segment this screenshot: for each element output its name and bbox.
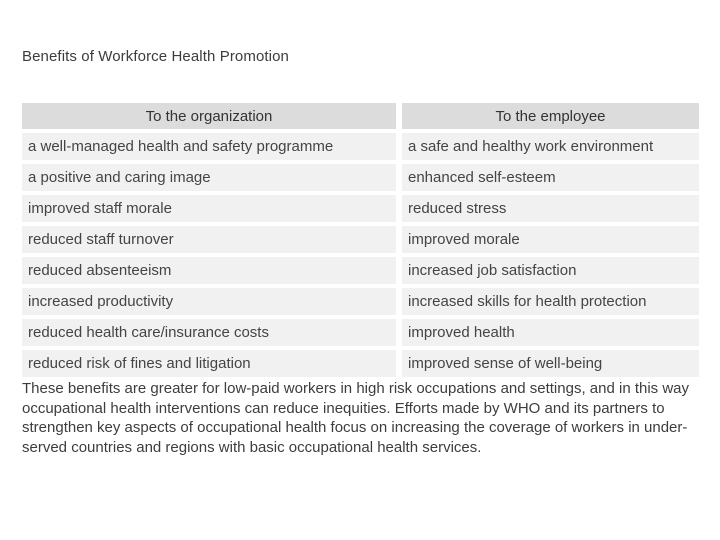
table-row xyxy=(22,164,699,191)
page-title: Benefits of Workforce Health Promotion xyxy=(22,48,289,65)
organization-cell: reduced absenteeism xyxy=(22,257,396,284)
table-row xyxy=(22,195,699,222)
header-organization: To the organization xyxy=(22,103,396,129)
organization-cell: reduced staff turnover xyxy=(22,226,396,253)
table-row xyxy=(22,319,699,346)
employee-cell: improved sense of well-being xyxy=(396,350,699,377)
table-row xyxy=(22,133,699,160)
employee-cell: reduced stress xyxy=(396,195,699,222)
organization-cell: a positive and caring image xyxy=(22,164,396,191)
employee-cell: increased job satisfaction xyxy=(396,257,699,284)
organization-cell: a well-managed health and safety programme xyxy=(22,133,396,160)
benefits-table xyxy=(22,99,699,381)
employee-cell: increased skills for health protection xyxy=(396,288,699,315)
employee-cell: enhanced self-esteem xyxy=(396,164,699,191)
table-header-row xyxy=(22,103,699,129)
table-row xyxy=(22,288,699,315)
table-row xyxy=(22,350,699,377)
table-row xyxy=(22,257,699,284)
organization-cell: improved staff morale xyxy=(22,195,396,222)
body-paragraph: These benefits are greater for low-paid workers in high risk occupations and settings, and in this way occupational health interventions can reduce inequities. Efforts made by WHO and its partners to strengthen key aspects of occupational health focus on increasing the coverage of workers in under-served countries and regions with basic occupational health services. xyxy=(22,380,690,456)
employee-cell: a safe and healthy work environment xyxy=(396,133,699,160)
organization-cell: increased productivity xyxy=(22,288,396,315)
organization-cell: reduced risk of fines and litigation xyxy=(22,350,396,377)
employee-cell: improved health xyxy=(396,319,699,346)
employee-cell: improved morale xyxy=(396,226,699,253)
table-row xyxy=(22,226,699,253)
header-employee: To the employee xyxy=(396,103,699,129)
organization-cell: reduced health care/insurance costs xyxy=(22,319,396,346)
